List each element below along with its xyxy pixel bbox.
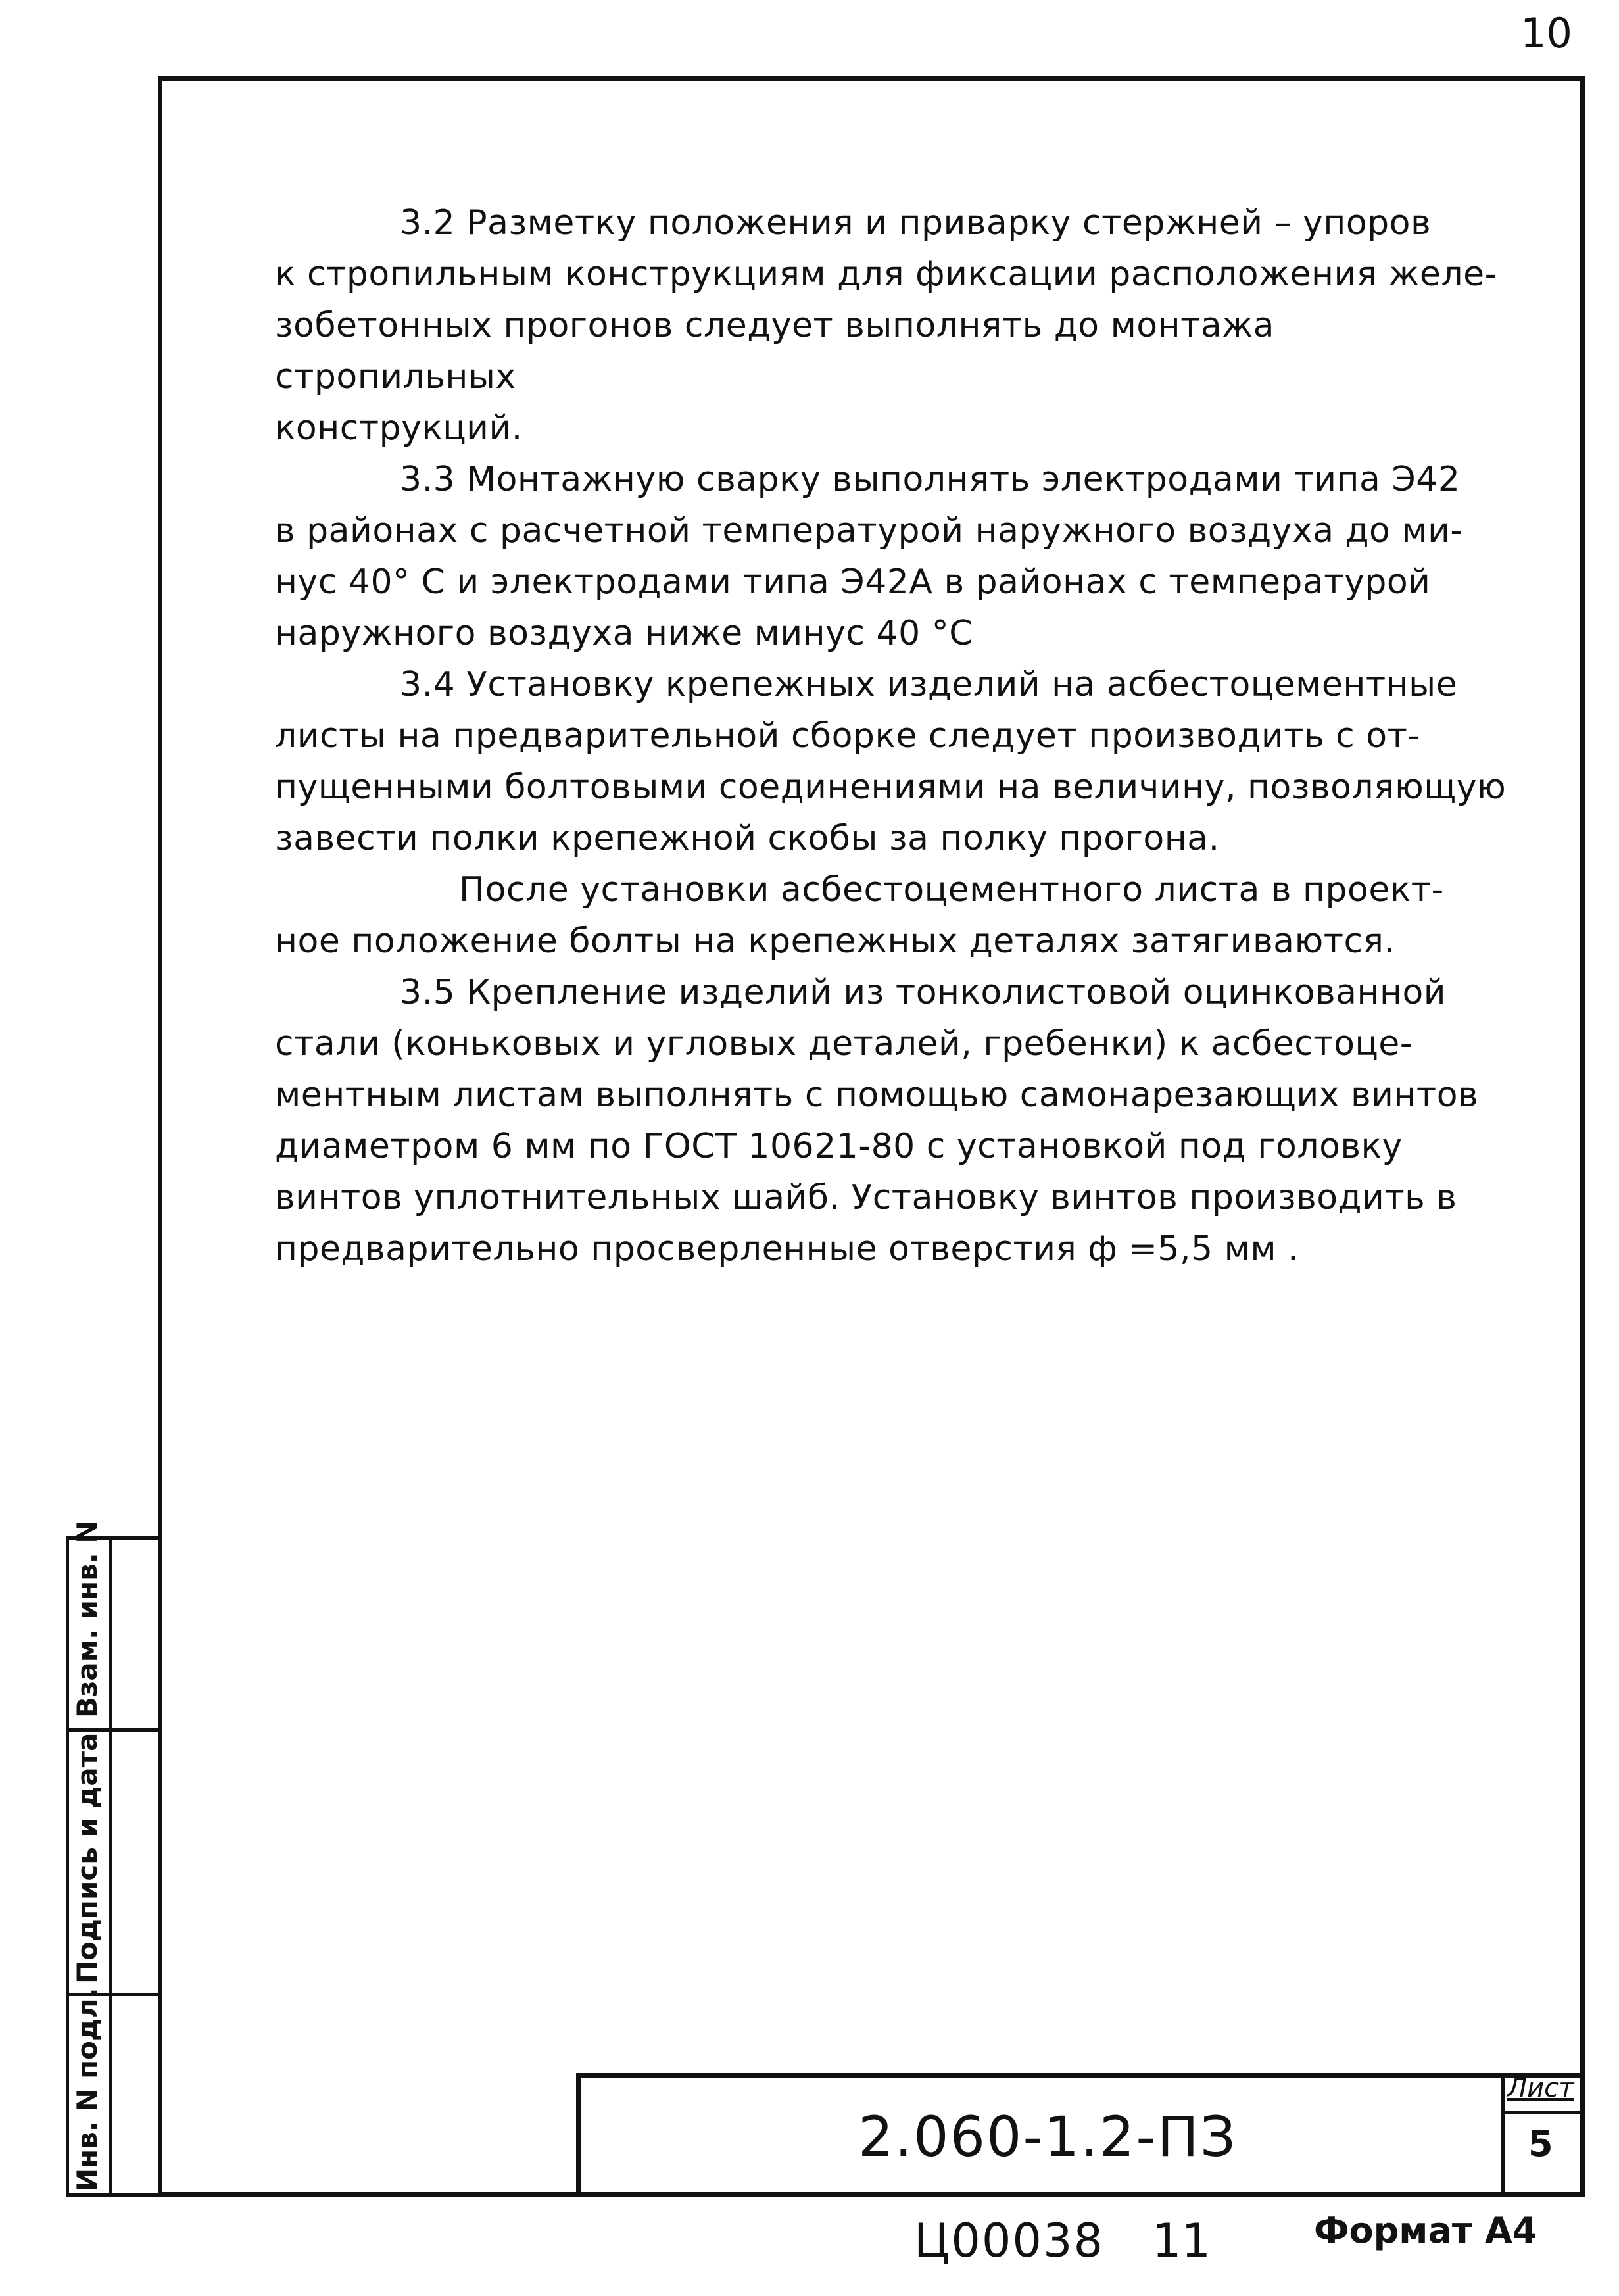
paragraph-3-2-line-4: конструкций. <box>275 408 523 448</box>
paragraph-3-2-line-2: к стропильным конструкциям для фиксации расположения желе- <box>275 255 1497 294</box>
label-vzam-inv: Взам. инв. N <box>71 1520 103 1718</box>
paragraph-3-5-line-3: ментным листам выполнять с помощью самонарезающих винтов <box>275 1075 1479 1115</box>
archive-stamp-mark: 11 <box>1152 2214 1211 2268</box>
format-label: Формат А4 <box>1314 2210 1537 2251</box>
document-code: 2.060-1.2-ПЗ <box>858 2105 1237 2169</box>
paragraph-3-5-line-5: винтов уплотнительных шайб. Установку винтов производить в <box>275 1178 1457 1217</box>
sheet-box-divider <box>1501 2111 1585 2114</box>
corner-page-number: 10 <box>1520 9 1572 57</box>
paragraph-3-4-line-3: пущенными болтовыми соединениями на величину, позволяющую <box>275 768 1507 807</box>
paragraph-3-5-line-1: 3.5 Крепление изделий из тонколистовой оцинкованной <box>400 973 1447 1012</box>
archive-stamp-number: Ц00038 <box>914 2214 1105 2268</box>
paragraph-3-3-line-1: 3.3 Монтажную сварку выполнять электродами типа Э42 <box>400 460 1461 499</box>
paragraph-3-4-line-4: завести полки крепежной скобы за полку прогона. <box>275 819 1220 858</box>
sheet-number: 5 <box>1528 2123 1553 2164</box>
paragraph-3-4-line-2: листы на предварительной сборке следует производить с от- <box>275 716 1420 756</box>
label-podpis-data: Подпись и дата <box>71 1732 103 1984</box>
paragraph-3-5-line-6: предварительно просверленные отверстия ф =5,5 мм . <box>275 1229 1299 1269</box>
sheet-label: Лист <box>1507 2073 1574 2103</box>
side-stamp-divider <box>109 1536 112 2197</box>
paragraph-3-4-line-1: 3.4 Установку крепежных изделий на асбестоцементные <box>400 665 1458 704</box>
side-row-divider-1 <box>66 1728 158 1732</box>
paragraph-3-5-line-4: диаметром 6 мм по ГОСТ 10621-80 с установкой под головку <box>275 1127 1403 1166</box>
paragraph-after-install-line-2: ное положение болты на крепежных деталях затягиваются. <box>275 921 1395 961</box>
paragraph-3-2-line-3: зобетонных прогонов следует выполнять до монтажа стропильных <box>275 306 1274 397</box>
paragraph-3-3-line-4: наружного воздуха ниже минус 40 °С <box>275 614 974 653</box>
paragraph-3-3-line-3: нус 40° С и электродами типа Э42А в районах с температурой <box>275 562 1431 602</box>
label-inv-podl: Инв. N подл. <box>71 1988 103 2191</box>
paragraph-3-2-line-1: 3.2 Разметку положения и приварку стержней – упоров <box>400 203 1432 243</box>
paragraph-3-3-line-2: в районах с расчетной температурой наружного воздуха до ми- <box>275 511 1463 550</box>
paragraph-after-install-line-1: После установки асбестоцементного листа в проект- <box>459 870 1444 910</box>
document-body <box>275 197 1524 1275</box>
paragraph-3-5-line-2: стали (коньковых и угловых деталей, гребенки) к асбестоце- <box>275 1024 1413 1063</box>
